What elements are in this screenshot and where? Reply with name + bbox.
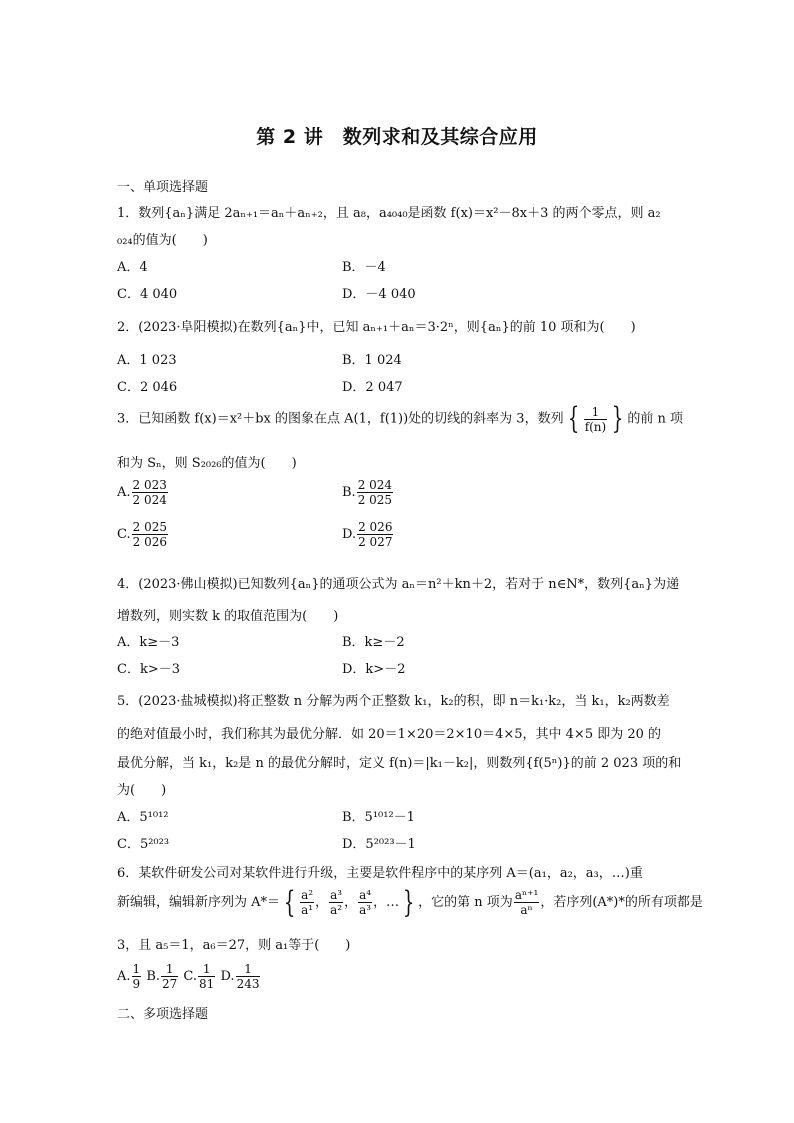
q5-option-d: D．5²⁰²³－1 xyxy=(342,837,416,852)
q1-option-c: C．4 040 xyxy=(117,287,178,302)
q6-stem-line3: 3，且 a₅＝1，a₆＝27，则 a₁等于( ) xyxy=(117,938,351,953)
left-brace-icon: { xyxy=(567,401,579,436)
option-fraction xyxy=(132,478,168,507)
fraction-numerator: 1 xyxy=(584,405,608,420)
fraction-numerator: 1 xyxy=(198,962,215,977)
option-fraction xyxy=(236,962,261,991)
fraction-numerator: a³ xyxy=(330,888,343,902)
q1-stem-line1: 1．数列{aₙ}满足 2aₙ₊₁＝aₙ＋aₙ₊₂，且 a₈，a₄₀₄₀是函数 f(x)＝x²－8x＋3 的两个零点，则 a₂ xyxy=(117,206,661,221)
section-heading-single-choice: 一、单项选择题 xyxy=(117,180,209,195)
fraction-denominator: a¹ xyxy=(301,903,314,917)
option-label: C. xyxy=(117,527,131,542)
q5-stem-line4: 为( ) xyxy=(117,783,167,798)
q5-option-a: A．5¹⁰¹² xyxy=(117,810,169,825)
fraction-denominator: f(n) xyxy=(584,419,607,434)
q2-stem-line1: 2．(2023·阜阳模拟)在数列{aₙ}中，已知 aₙ₊₁＋aₙ＝3·2ⁿ，则{aₙ}的前 10 项和为( ) xyxy=(117,320,636,335)
fraction-denominator: 2 024 xyxy=(132,493,167,507)
q6-stem-line1: 6．某软件研发公司对某软件进行升级，主要是软件程序中的某序列 A＝(a₁，a₂，a₃，…)重 xyxy=(117,866,643,881)
option-label: D. xyxy=(342,527,357,542)
q3-stem-line1 xyxy=(117,401,683,436)
section-heading-multiple-choice: 二、多项选择题 xyxy=(117,1007,209,1022)
fraction-numerator: 2 026 xyxy=(358,520,393,534)
right-brace-icon: } xyxy=(612,401,624,436)
q6-option-a xyxy=(117,962,142,991)
q6-stem-text-end: ，若序列(A*)*的所有项都是 xyxy=(540,895,703,910)
q3-stem-text: 3．已知函数 f(x)＝x²＋bx 的图象在点 A(1，f(1))处的切线的斜率为 3，数列 xyxy=(117,411,564,427)
fraction-numerator: aⁿ⁺¹ xyxy=(514,888,539,902)
fraction-denominator: aⁿ xyxy=(520,903,533,917)
seq-term-3 xyxy=(358,888,372,917)
fraction-numerator: a⁴ xyxy=(359,888,372,902)
q2-option-b: B．1 024 xyxy=(342,353,402,368)
option-label: A. xyxy=(117,969,131,984)
q2-option-d: D．2 047 xyxy=(342,380,403,395)
option-fraction xyxy=(132,520,168,549)
nth-term-fraction xyxy=(514,888,540,917)
q3-stem-line2: 和为 Sₙ，则 S₂₀₂₆的值为( ) xyxy=(117,456,297,471)
q2-option-c: C．2 046 xyxy=(117,380,178,395)
q4-stem-line1: 4．(2023·佛山模拟)已知数列{aₙ}的通项公式为 aₙ＝n²＋kn＋2，若对于 n∈N*，数列{aₙ}为递 xyxy=(117,577,680,592)
q3-sequence-fraction xyxy=(584,405,608,434)
option-fraction xyxy=(132,962,142,991)
seq-ellipsis: ，… xyxy=(373,895,400,910)
fraction-denominator: 2 027 xyxy=(358,535,393,549)
option-label: B. xyxy=(342,485,356,500)
q6-stem-line2: 新编辑，编辑新序列为 A*＝ { $\frac{\text{a²}}{\text{a¹}}$ ， $\frac{\text{a³}}{\text{a²}}$ ， $\frac{\text{a⁴}}{\text{a³}}$ ，… } ，它的第 n 项为 $\frac{\text{aⁿ⁺¹}}{\text{aⁿ}}$ ，若序列(A*)*的所有项都是 xyxy=(117,884,703,920)
q3-option-d xyxy=(342,520,394,549)
q1-option-d: D．－4 040 xyxy=(342,287,416,302)
seq-term-1 xyxy=(300,888,314,917)
q4-option-c: C．k>－3 xyxy=(117,662,180,677)
fraction-numerator: a² xyxy=(301,888,314,902)
q1-option-b: B．－4 xyxy=(342,260,386,275)
q1-stem-line2: ₀₂₄的值为( ) xyxy=(117,233,208,248)
q4-stem-line2: 增数列，则实数 k 的取值范围为( ) xyxy=(117,609,339,624)
q6-stem-text: 新编辑，编辑新序列为 A*＝ xyxy=(117,895,281,910)
q6-options xyxy=(117,962,261,991)
q5-stem-line1: 5．(2023·盐城模拟)将正整数 n 分解为两个正整数 k₁，k₂的积，即 n＝k₁·k₂，当 k₁，k₂两数差 xyxy=(117,694,670,709)
q3-option-a xyxy=(117,478,169,507)
seq-term-2 xyxy=(329,888,343,917)
fraction-numerator: 1 xyxy=(161,962,178,977)
fraction-numerator: 2 023 xyxy=(132,478,167,492)
page-title: 第 2 讲 数列求和及其综合应用 xyxy=(256,126,538,148)
fraction-numerator: 1 xyxy=(236,962,261,977)
q5-option-b: B．5¹⁰¹²－1 xyxy=(342,810,415,825)
fraction-denominator: a³ xyxy=(359,903,372,917)
fraction-denominator: 81 xyxy=(199,977,215,991)
option-label: D. xyxy=(220,969,235,984)
fraction-denominator: 2 026 xyxy=(132,535,167,549)
right-brace-icon: } xyxy=(402,884,415,920)
fraction-numerator: 1 xyxy=(132,962,141,976)
option-fraction xyxy=(198,962,215,991)
option-label: C. xyxy=(183,969,198,984)
q5-stem-line3: 最优分解，当 k₁，k₂是 n 的最优分解时，定义 f(n)＝|k₁－k₂|，则数列{f(5ⁿ)}的前 2 023 项的和 xyxy=(117,756,682,771)
option-fraction xyxy=(357,520,393,549)
fraction-numerator: 2 024 xyxy=(357,478,393,492)
option-fraction xyxy=(357,478,393,507)
q3-option-c xyxy=(117,520,169,549)
fraction-numerator: 2 025 xyxy=(132,520,167,534)
option-label: B. xyxy=(146,969,160,984)
fraction-denominator: 243 xyxy=(236,977,260,991)
q6-option-c xyxy=(183,962,216,991)
q4-option-b: B．k≥－2 xyxy=(342,635,405,650)
q3-stem-text-end: 的前 n 项 xyxy=(627,411,683,427)
q6-stem-text-mid: ，它的第 n 项为 xyxy=(418,895,513,910)
fraction-denominator: 9 xyxy=(132,977,141,991)
left-brace-icon: { xyxy=(283,884,296,920)
fraction-denominator: a² xyxy=(330,903,343,917)
q6-option-b xyxy=(146,962,179,991)
q5-stem-line2: 的绝对值最小时，我们称其为最优分解．如 20＝1×20＝2×10＝4×5，其中 4×5 即为 20 的 xyxy=(117,727,662,742)
q1-option-a: A．4 xyxy=(117,260,148,275)
q6-option-d xyxy=(220,962,261,991)
q3-option-b xyxy=(342,478,394,507)
q4-option-d: D．k>－2 xyxy=(342,662,406,677)
fraction-denominator: 2 025 xyxy=(357,493,393,507)
fraction-denominator: 27 xyxy=(162,977,178,991)
option-fraction xyxy=(161,962,178,991)
q5-option-c: C．5²⁰²³ xyxy=(117,837,170,852)
q4-option-a: A．k≥－3 xyxy=(117,635,180,650)
q2-option-a: A．1 023 xyxy=(117,353,177,368)
option-label: A. xyxy=(117,485,131,500)
